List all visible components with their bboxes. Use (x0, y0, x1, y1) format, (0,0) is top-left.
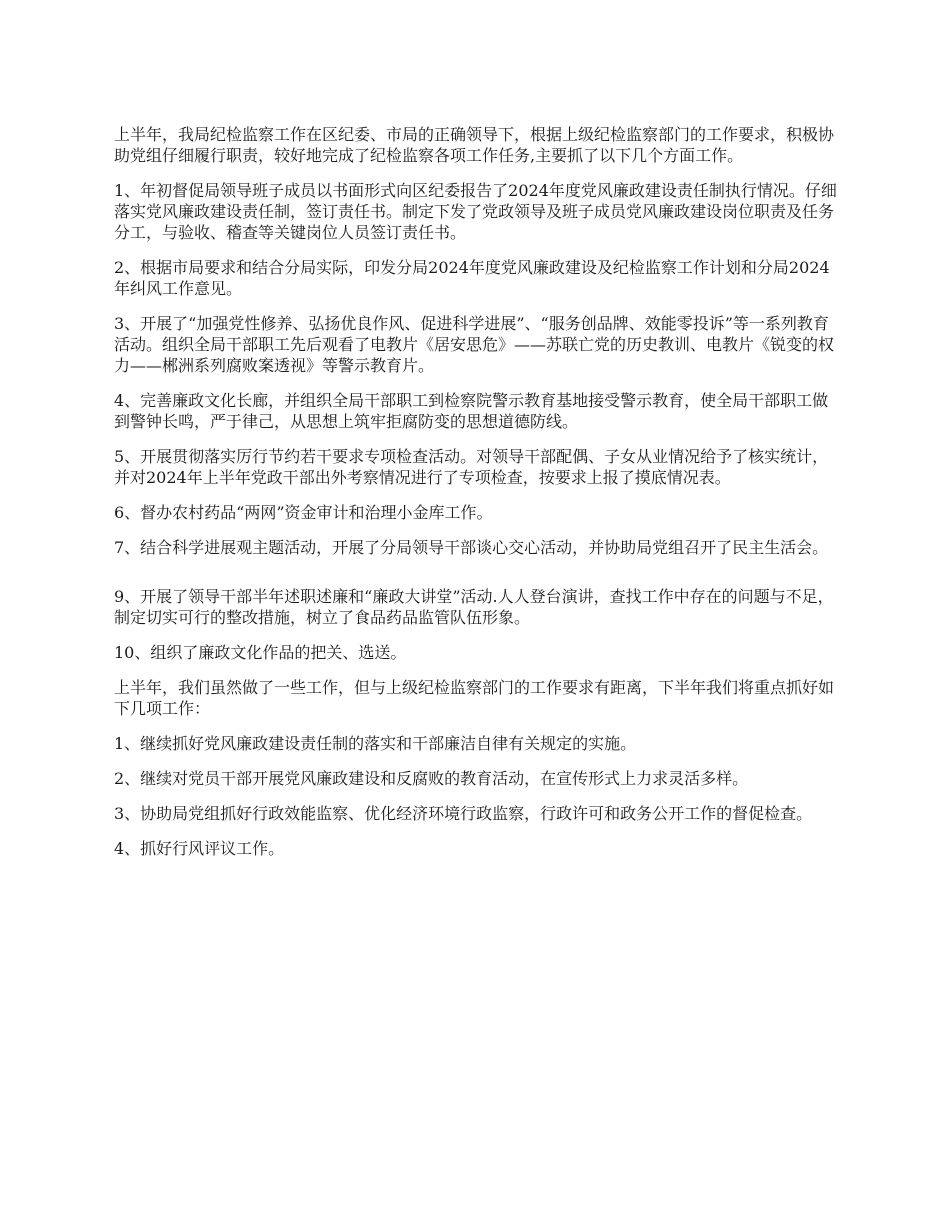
item-6-paragraph: 6、督办农村药品“两网”资金审计和治理小金库工作。 (114, 503, 493, 522)
item-4-paragraph: 4、完善廉政文化长廊，并组织全局干部职工到检察院警示教育基地接受警示教育，使全局干部职工做到警钟长鸣，严于律己，从思想上筑牢拒腐防变的思想道德防线。 (114, 391, 829, 431)
item-3-paragraph: 3、开展了“加强党性修养、弘扬优良作风、促进科学进展”、“服务创品牌、效能零投诉”等一系列教育活动。组织全局干部职工先后观看了电教片《居安思危》——苏联亡党的历史教训、电教片《锐变的权力——郴洲系列腐败案透视》等警示教育片。 (114, 314, 835, 375)
plan-4-paragraph: 4、抓好行风评议工作。 (114, 839, 285, 858)
item-5-paragraph: 5、开展贯彻落实厉行节约若干要求专项检查活动。对领导干部配偶、子女从业情况给予了核实统计，并对2024年上半年党政干部出外考察情况进行了专项检查，按要求上报了摸底情况表。 (114, 447, 829, 487)
item-9-paragraph: 9、开展了领导干部半年述职述廉和“廉政大讲堂”活动.人人登台演讲，查找工作中存在的问题与不足，制定切实可行的整改措施，树立了食品药品监管队伍形象。 (114, 587, 834, 627)
second-half-intro-paragraph: 上半年，我们虽然做了一些工作，但与上级纪检监察部门的工作要求有距离，下半年我们将重点抓好如下几项工作： (114, 678, 835, 718)
item-1-paragraph: 1、年初督促局领导班子成员以书面形式向区纪委报告了2024年度党风廉政建设责任制执行情况。仔细落实党风廉政建设责任制，签订责任书。制定下发了党政领导及班子成员党风廉政建设岗位职责及任务分工，与验收、稽查等关键岗位人员签订责任书。 (114, 181, 837, 242)
intro-paragraph: 上半年，我局纪检监察工作在区纪委、市局的正确领导下，根据上级纪检监察部门的工作要求，积极协助党组仔细履行职责，较好地完成了纪检监察各项工作任务,主要抓了以下几个方面工作。 (114, 125, 835, 165)
plan-2-paragraph: 2、继续对党员干部开展党风廉政建设和反腐败的教育活动，在宣传形式上力求灵活多样。 (114, 769, 749, 788)
plan-3-paragraph: 3、协助局党组抓好行政效能监察、优化经济环境行政监察，行政许可和政务公开工作的督促检查。 (114, 804, 813, 823)
item-2-paragraph: 2、根据市局要求和结合分局实际，印发分局2024年度党风廉政建设及纪检监察工作计划和分局2024年纠风工作意见。 (114, 258, 830, 298)
item-10-paragraph: 10、组织了廉政文化作品的把关、选送。 (114, 643, 407, 662)
plan-1-paragraph: 1、继续抓好党风廉政建设责任制的落实和干部廉洁自律有关规定的实施。 (114, 734, 637, 753)
item-7-paragraph: 7、结合科学进展观主题活动，开展了分局领导干部谈心交心活动，并协助局党组召开了民主生活会。 (114, 538, 829, 557)
document-body (114, 124, 842, 873)
